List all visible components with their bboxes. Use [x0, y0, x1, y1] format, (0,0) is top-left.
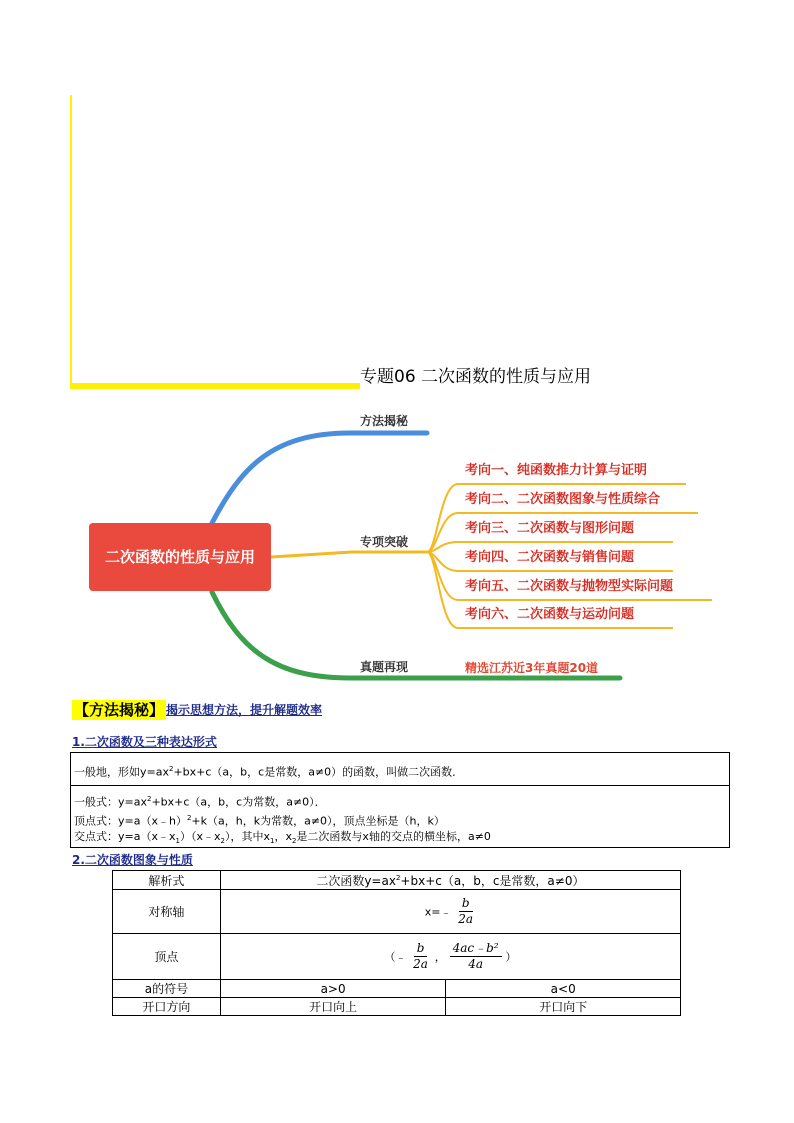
table-row — [113, 998, 681, 1016]
vertex-form: 顶点式：y=a（x﹣h）$^2$+k（a，h，k为常数，a≠0），顶点坐标是（h，k） — [74, 814, 445, 828]
connector-method — [212, 433, 427, 523]
table-row — [113, 890, 681, 934]
direction-1: 考向一、纯函数推力计算与证明 — [465, 463, 648, 478]
table-row — [113, 871, 681, 890]
connector-special — [271, 552, 427, 557]
exam-selection: 精选江苏近3年真题20道 — [465, 661, 599, 675]
vertex-x-fraction: $\frac{b}{2a}$ — [413, 941, 428, 971]
page-title: 专题06 二次函数的性质与应用 — [360, 367, 592, 387]
opening-up: 开口向上 — [220, 998, 446, 1016]
row-label-expression: 解析式 — [113, 871, 221, 890]
section-heading — [72, 700, 322, 720]
sign-negative: a<0 — [446, 980, 681, 998]
vertex-y-fraction: $\frac{\text{4ac﹣b²}}{4a}$ — [450, 941, 502, 972]
axis-cell: x=﹣ $\frac{b}{2a}$ — [220, 890, 680, 934]
mindmap-center: 二次函数的性质与应用 — [89, 523, 271, 591]
axis-fraction: $\frac{b}{2a}$ — [458, 896, 474, 926]
opening-down: 开口向下 — [446, 998, 681, 1016]
row-label-sign: a的符号 — [113, 980, 221, 998]
row-label-axis: 对称轴 — [113, 890, 221, 934]
section-tag: 【方法揭秘】 — [74, 701, 165, 719]
forms-divider — [71, 785, 729, 786]
row-label-vertex: 顶点 — [113, 934, 221, 980]
branch-special: 专项突破 — [360, 535, 409, 549]
part1-heading: 1.二次函数及三种表达形式 — [72, 735, 217, 749]
section-subtitle: 揭示思想方法，提升解题效率 — [166, 703, 323, 717]
direction-5: 考向五、二次函数与抛物型实际问题 — [465, 579, 674, 594]
forms-box — [70, 752, 730, 848]
sign-positive: a>0 — [220, 980, 446, 998]
row-label-opening: 开口方向 — [113, 998, 221, 1016]
branch-exam: 真题再现 — [360, 660, 409, 674]
table-row — [113, 980, 681, 998]
direction-3: 考向三、二次函数与图形问题 — [465, 521, 635, 536]
intercept-form: 交点式：$y=a(x﹣x_1)(x﹣x_2)$，其中$x_1$，$x_2$是二次函数与x轴的交点的横坐标，a≠0 — [74, 830, 491, 846]
direction-4: 考向四、二次函数与销售问题 — [465, 550, 635, 565]
direction-6: 考向六、二次函数与运动问题 — [465, 607, 635, 622]
table-row — [113, 934, 681, 980]
branch-method: 方法揭秘 — [360, 414, 409, 428]
definition-line: 一般地，形如$y=ax^2+bx+c(a$，b，c是常数，a≠0）的函数，叫做二次函数． — [74, 765, 464, 779]
vertex-cell: （﹣ $\frac{b}{2a}$ ， $\frac{\text{4ac﹣b²}}{4a}$ ） — [220, 934, 680, 980]
properties-table — [112, 870, 681, 1016]
expression-cell: 二次函数$y=ax^2+bx+c(a$，b，c是常数，a≠0） — [220, 871, 680, 890]
direction-2: 考向二、二次函数图象与性质综合 — [465, 492, 661, 507]
part2-heading: 2.二次函数图象与性质 — [72, 853, 193, 867]
general-form: 一般式：$y=ax^2+bx+c(a$，b，c为常数，a≠0）． — [74, 795, 326, 809]
